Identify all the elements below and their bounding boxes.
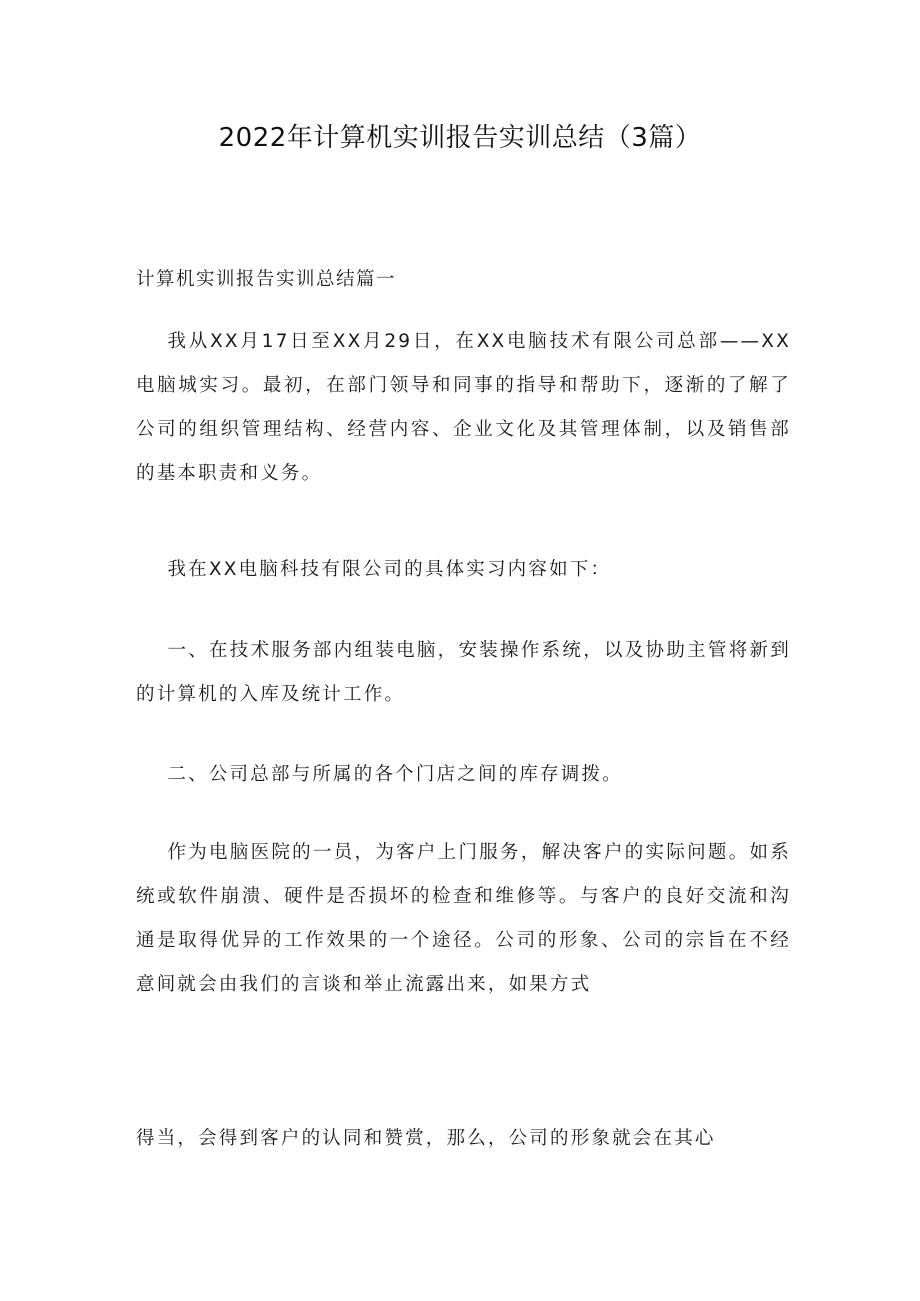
paragraph-computer-hospital: 作为电脑医院的一员，为客户上门服务，解决客户的实际问题。如系统或软件崩溃、硬件是否损坏的检查和维修等。与客户的良好交流和沟通是取得优异的工作效果的一个途径。公司的形象、公司的宗旨在不经意间就会由我们的言谈和举止流露出来，如果方式: [136, 842, 791, 995]
paragraph-item-two: 二、公司总部与所属的各个门店之间的库存调拨。: [167, 764, 623, 785]
paragraph-item-one: 一、在技术服务部内组装电脑，安装操作系统，以及协助主管将新到的计算机的入库及统计工作。: [136, 640, 791, 705]
paragraph-internship-intro: 我从XX月17日至XX月29日，在XX电脑技术有限公司总部——XX电脑城实习。最初，在部门领导和同事的指导和帮助下，逐渐的了解了公司的组织管理结构、经营内容、企业文化及其管理体制，以及销售部的基本职责和义务。: [136, 331, 791, 484]
paragraph-continued: 得当，会得到客户的认同和赞赏，那么，公司的形象就会在其心: [136, 1128, 716, 1149]
paragraph-internship-content-intro: 我在XX电脑科技有限公司的具体实习内容如下：: [167, 559, 612, 580]
section-heading: 计算机实训报告实训总结篇一: [136, 269, 397, 290]
document-title: 2022年计算机实训报告实训总结（3篇）: [218, 123, 702, 153]
